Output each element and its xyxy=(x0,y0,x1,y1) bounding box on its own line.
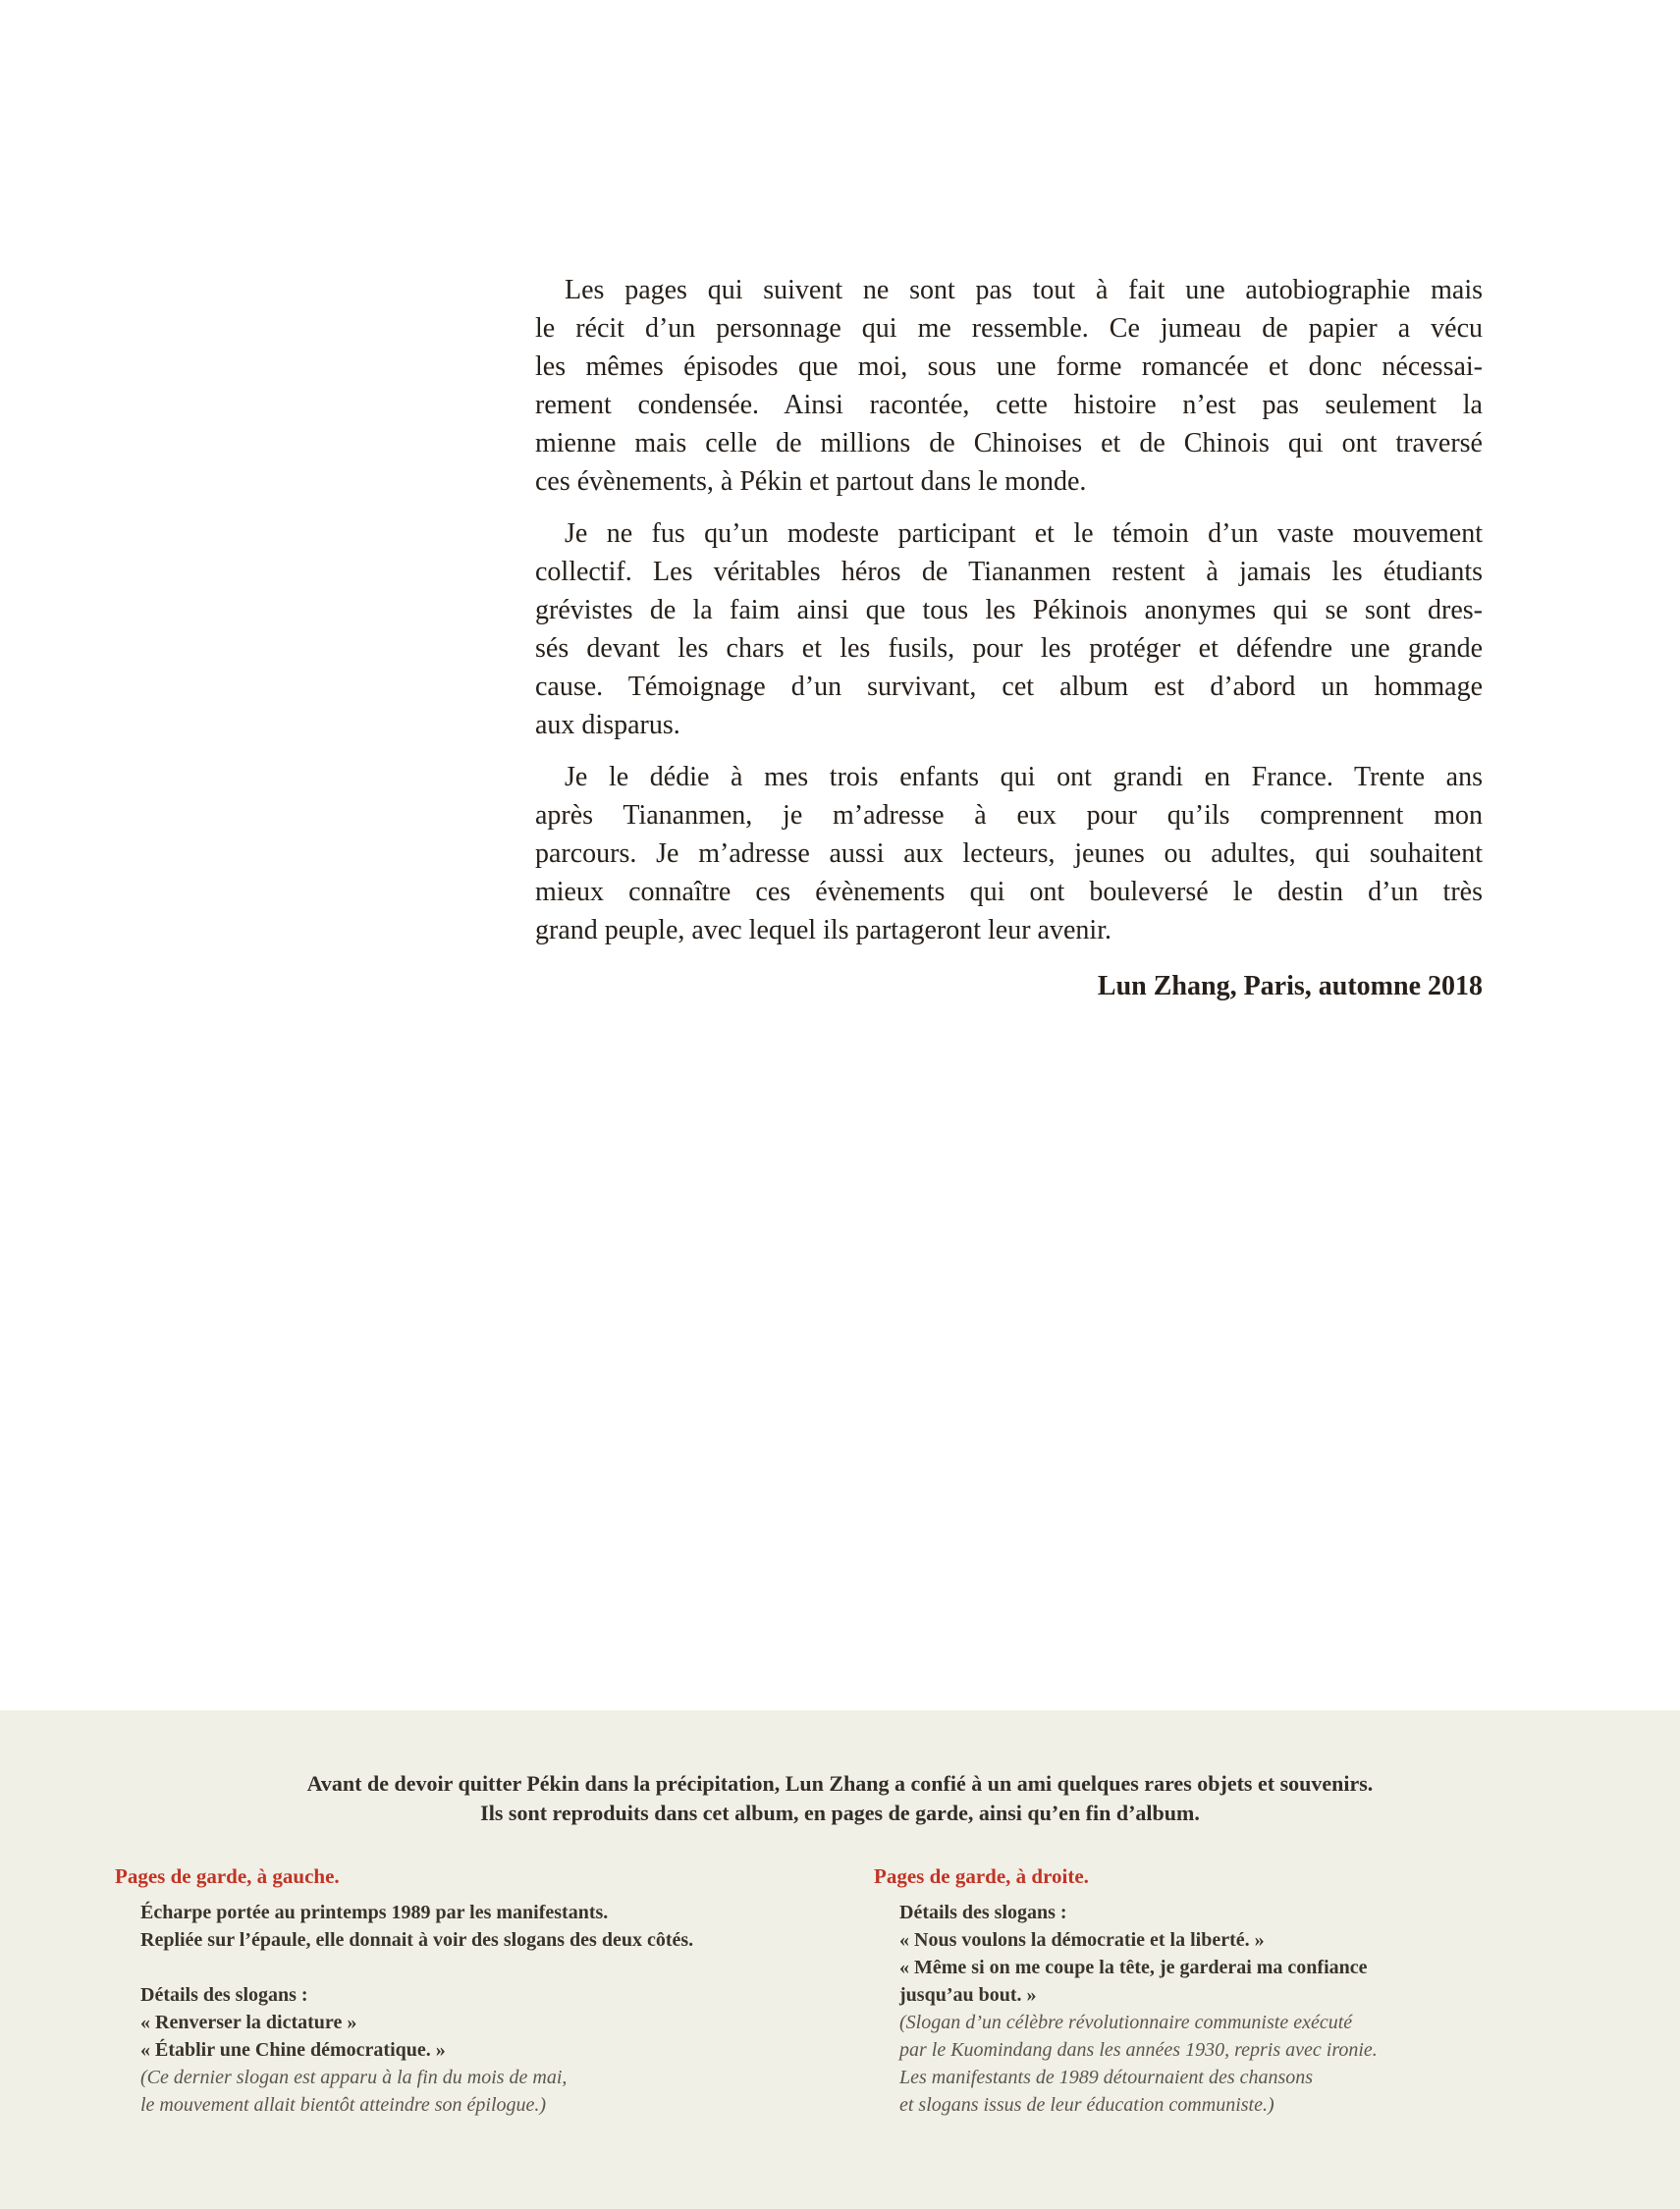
text-line: Je le dédie à mes trois enfants qui ont grandi en France. Trente ans xyxy=(565,762,1483,792)
paragraph xyxy=(535,758,1483,949)
intro-line: Avant de devoir quitter Pékin dans la précipitation, Lun Zhang a confié à un ami quelques rares objets et souvenirs. xyxy=(306,1771,1374,1796)
text-line: mienne mais celle de millions de Chinoises et de Chinois qui ont traversé xyxy=(535,428,1483,458)
text-line: mieux connaître ces évènements qui ont bouleversé le destin d’un très xyxy=(535,877,1483,907)
column-heading-right: Pages de garde, à droite. xyxy=(874,1864,1089,1888)
note-line: par le Kuomindang dans les années 1930, repris avec ironie. xyxy=(899,2039,1378,2061)
text-line: aux disparus. xyxy=(535,710,680,740)
endpaper-notes-band xyxy=(0,1710,1680,2209)
note-line: Détails des slogans : xyxy=(140,1984,308,2006)
text-line: grand peuple, avec lequel ils partageront leur avenir. xyxy=(535,915,1111,945)
note-line: « Nous voulons la démocratie et la liberté. » xyxy=(899,1929,1265,1951)
text-line: grévistes de la faim ainsi que tous les Pékinois anonymes qui se sont dres- xyxy=(535,595,1483,625)
intro-note xyxy=(0,1710,1680,1828)
signature: Lun Zhang, Paris, automne 2018 xyxy=(1097,971,1483,1001)
text-line: cause. Témoignage d’un survivant, cet album est d’abord un hommage xyxy=(535,672,1483,702)
text-line: collectif. Les véritables héros de Tiananmen restent à jamais les étudiants xyxy=(535,557,1483,587)
text-line: les mêmes épisodes que moi, sous une forme romancée et donc nécessai- xyxy=(535,351,1483,382)
text-line: le récit d’un personnage qui me ressemble. Ce jumeau de papier a vécu xyxy=(535,313,1483,344)
note-line: « Établir une Chine démocratique. » xyxy=(140,2039,446,2061)
preface-text-block xyxy=(535,271,1483,1005)
text-line: rement condensée. Ainsi racontée, cette histoire n’est pas seulement la xyxy=(535,390,1483,420)
note-line: et slogans issus de leur éducation communiste.) xyxy=(899,2094,1274,2116)
text-line: ces évènements, à Pékin et partout dans le monde. xyxy=(535,466,1087,497)
text-line: Les pages qui suivent ne sont pas tout à fait une autobiographie mais xyxy=(565,275,1483,305)
note-block xyxy=(140,1981,792,2119)
column-body-right xyxy=(899,1899,1610,2119)
note-line: (Ce dernier slogan est apparu à la fin du mois de mai, xyxy=(140,2067,568,2088)
note-line: le mouvement allait bientôt atteindre son épilogue.) xyxy=(140,2094,547,2116)
note-line: « Même si on me coupe la tête, je garderai ma confiance xyxy=(899,1957,1368,1978)
text-line: sés devant les chars et les fusils, pour les protéger et défendre une grande xyxy=(535,633,1483,664)
paragraph xyxy=(535,514,1483,744)
note-line: Repliée sur l’épaule, elle donnait à voir des slogans des deux côtés. xyxy=(140,1929,694,1951)
preface-paragraphs xyxy=(535,271,1483,949)
note-line: jusqu’au bout. » xyxy=(899,1984,1037,2006)
note-line: Écharpe portée au printemps 1989 par les manifestants. xyxy=(140,1902,609,1923)
column-heading-left: Pages de garde, à gauche. xyxy=(115,1864,340,1888)
note-line: « Renverser la dictature » xyxy=(140,2012,357,2033)
note-block xyxy=(899,1899,1610,2119)
intro-line: Ils sont reproduits dans cet album, en pages de garde, ainsi qu’en fin d’album. xyxy=(480,1801,1200,1825)
endpaper-column-left xyxy=(115,1863,792,2119)
note-line: (Slogan d’un célèbre révolutionnaire communiste exécuté xyxy=(899,2012,1353,2033)
text-line: parcours. Je m’adresse aussi aux lecteurs, jeunes ou adultes, qui souhaitent xyxy=(535,838,1483,869)
text-line: Je ne fus qu’un modeste participant et le témoin d’un vaste mouvement xyxy=(565,518,1483,549)
paragraph xyxy=(535,271,1483,501)
note-line: Détails des slogans : xyxy=(899,1902,1067,1923)
note-line: Les manifestants de 1989 détournaient des chansons xyxy=(899,2067,1314,2088)
text-line: après Tiananmen, je m’adresse à eux pour qu’ils comprennent mon xyxy=(535,800,1483,831)
note-block xyxy=(140,1899,792,1954)
endpaper-column-right xyxy=(874,1863,1610,2119)
column-body-left xyxy=(140,1899,792,2119)
